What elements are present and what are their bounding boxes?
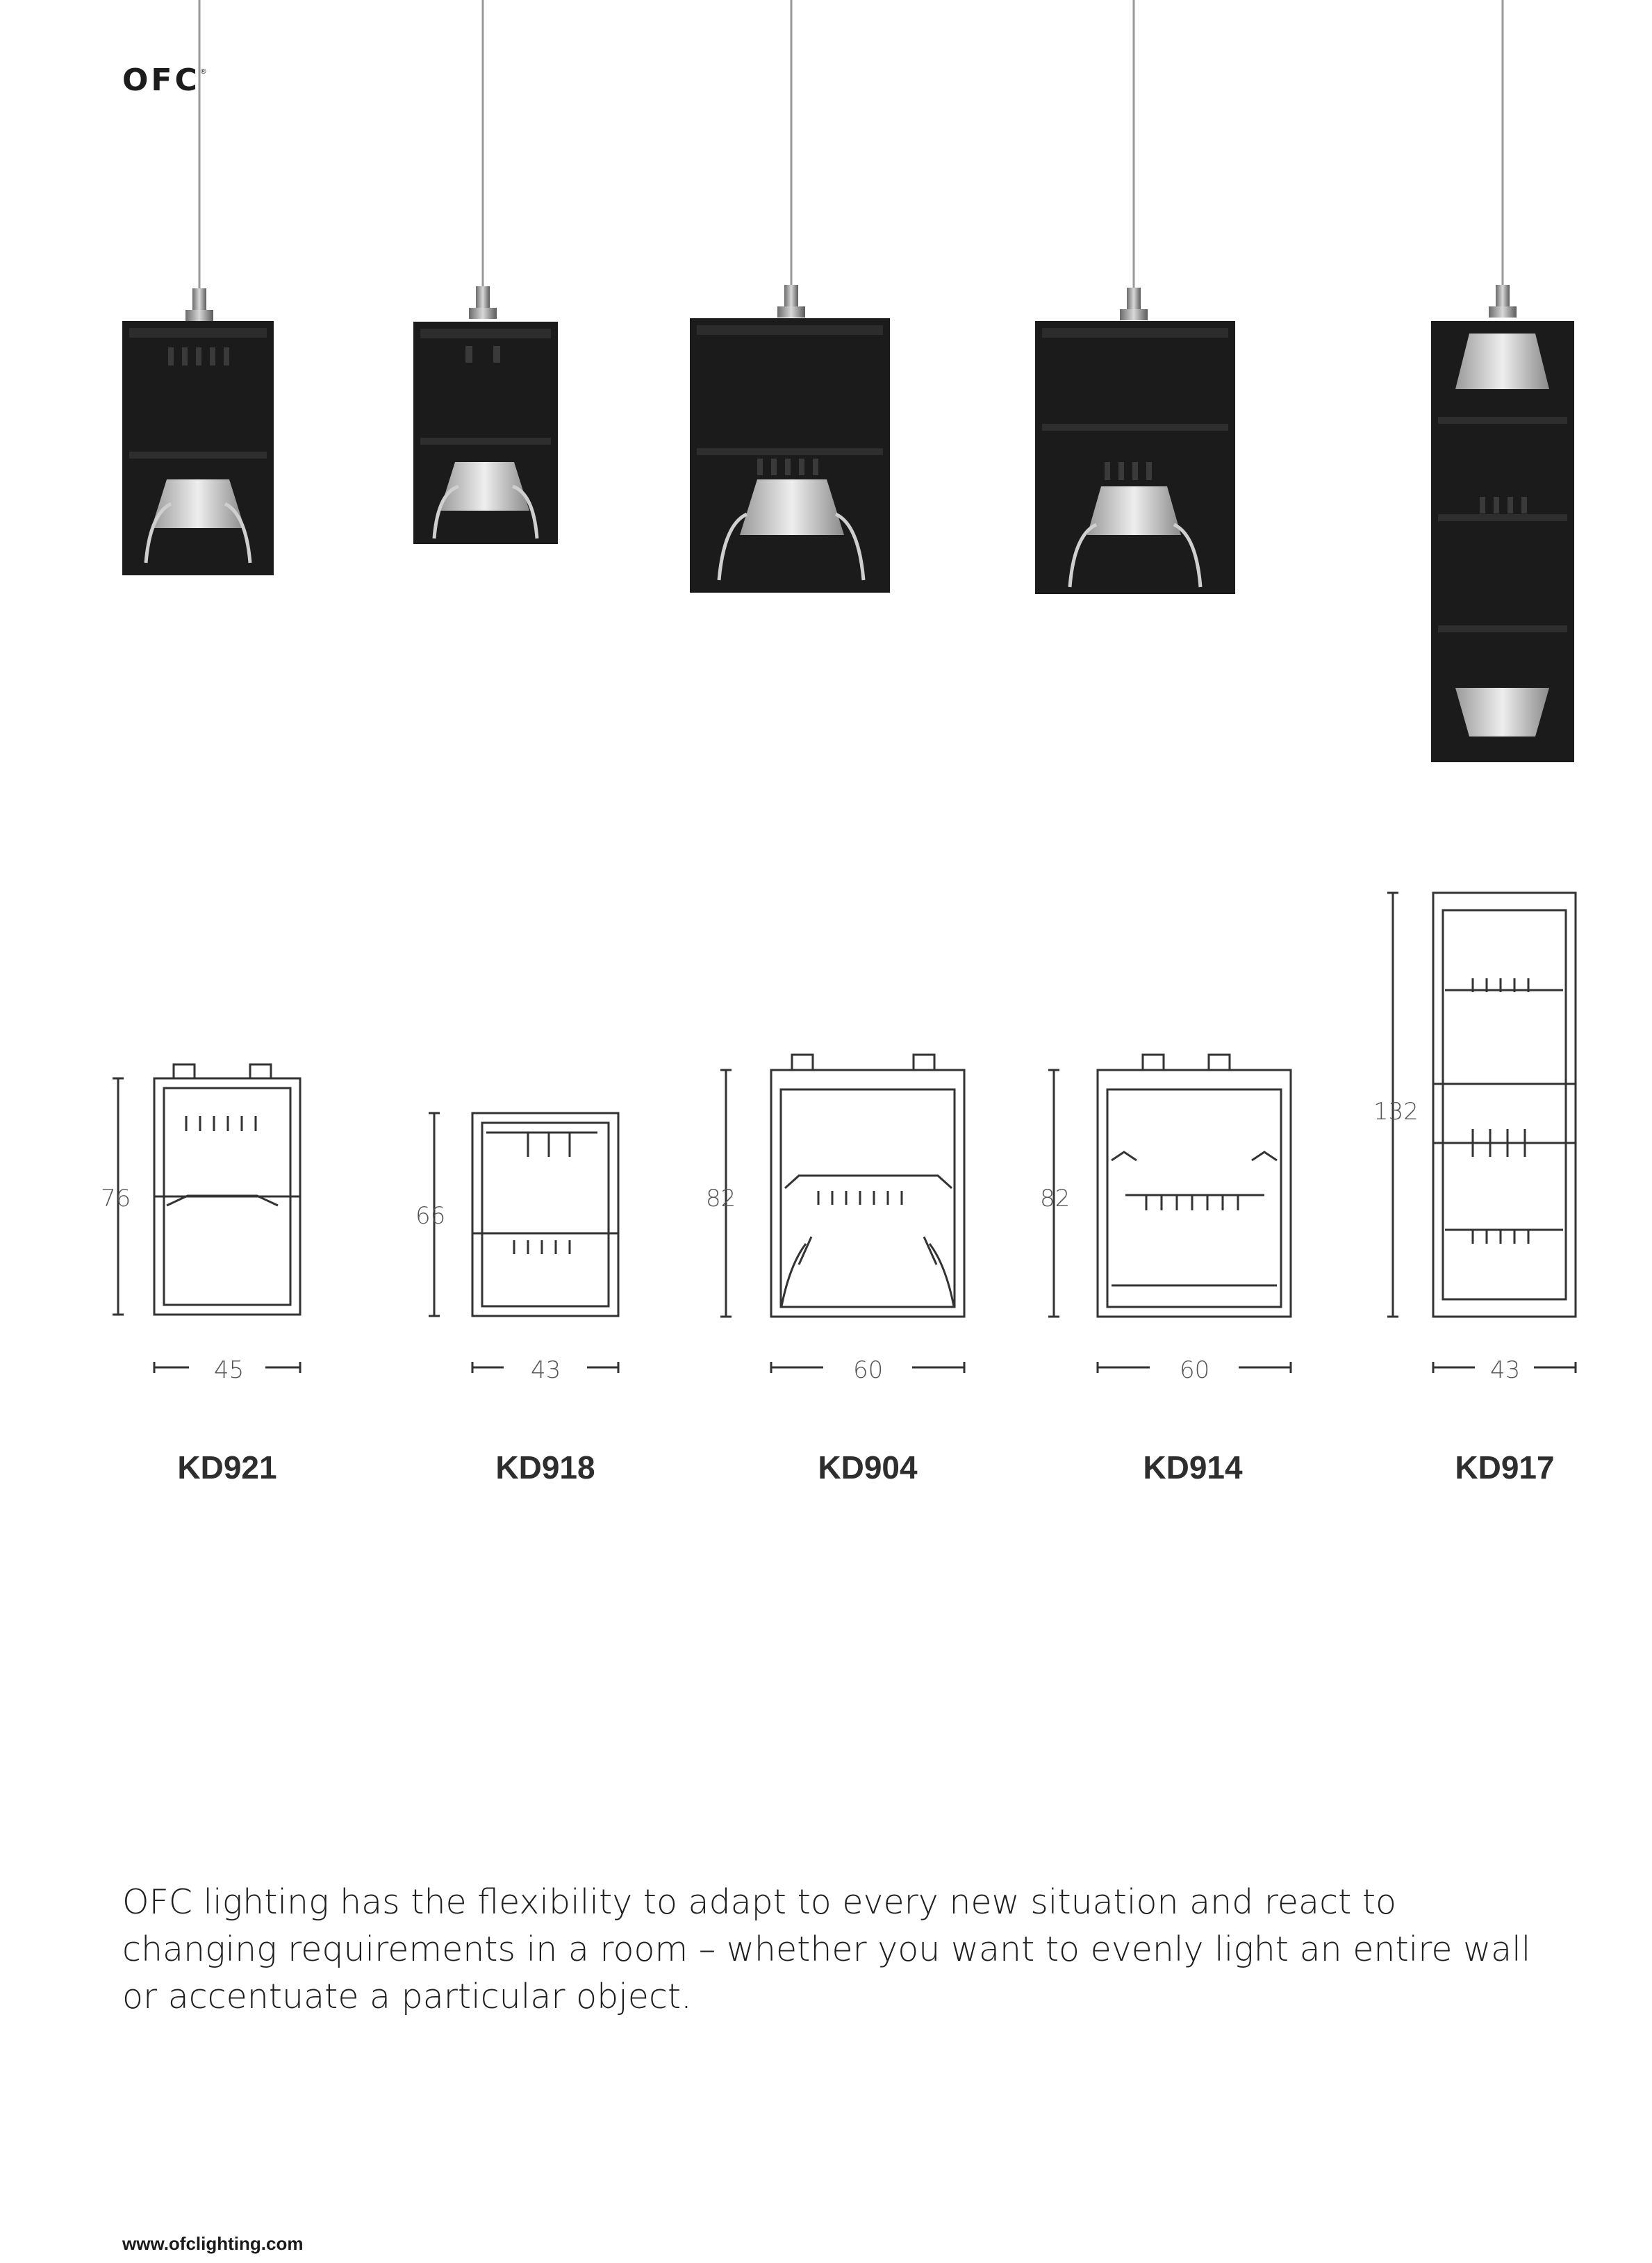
dimension-lines-kd921 (113, 1078, 300, 1373)
product-photo-row (0, 0, 1652, 778)
product-photo-kd914 (1035, 0, 1235, 594)
product-photo-kd917 (1431, 0, 1574, 762)
model-label-kd914: KD914 (1143, 1449, 1243, 1486)
product-photo-kd918 (413, 0, 558, 544)
dimension-height-kd921: 76 (101, 1185, 131, 1212)
product-photo-kd921 (122, 0, 274, 575)
dimension-width-kd917: 43 (1490, 1356, 1521, 1384)
model-label-kd918: KD918 (495, 1449, 595, 1486)
dimension-lines-kd918 (429, 1113, 618, 1373)
dimension-height-kd914: 82 (1040, 1185, 1071, 1212)
dimension-width-kd914: 60 (1180, 1356, 1210, 1384)
model-label-kd917: KD917 (1455, 1449, 1555, 1486)
dimension-lines-kd914 (1048, 1070, 1291, 1373)
dimension-height-kd904: 82 (706, 1185, 736, 1212)
dimension-width-kd921: 45 (214, 1356, 245, 1384)
dimension-width-kd904: 60 (853, 1356, 884, 1384)
dimension-height-kd917: 132 (1373, 1098, 1419, 1126)
dimension-lines-kd917 (1387, 893, 1576, 1373)
brand-logo-text: OFC (122, 63, 200, 98)
product-photo-kd904 (690, 0, 890, 593)
profile-drawing-kd904 (771, 1055, 964, 1317)
technical-drawing-row (0, 855, 1652, 1404)
dimension-lines-kd904 (720, 1070, 964, 1373)
intro-paragraph: OFC lighting has the flexibility to adapt to every new situation and react to changing requirements in a room – whether you want to evenly light an entire wall or accentuate a particular object. (122, 1882, 1531, 2016)
dimension-width-kd918: 43 (531, 1356, 561, 1384)
model-label-kd921: KD921 (177, 1449, 277, 1486)
model-label-kd904: KD904 (818, 1449, 918, 1486)
profile-drawing-kd918 (472, 1113, 618, 1316)
footer-website-link[interactable]: www.ofclighting.com (122, 2233, 304, 2254)
profile-drawing-kd921 (154, 1064, 300, 1315)
registered-mark: ® (199, 68, 210, 76)
profile-drawing-kd917 (1433, 893, 1576, 1317)
profile-drawing-kd914 (1098, 1055, 1291, 1317)
dimension-height-kd918: 66 (415, 1202, 446, 1230)
